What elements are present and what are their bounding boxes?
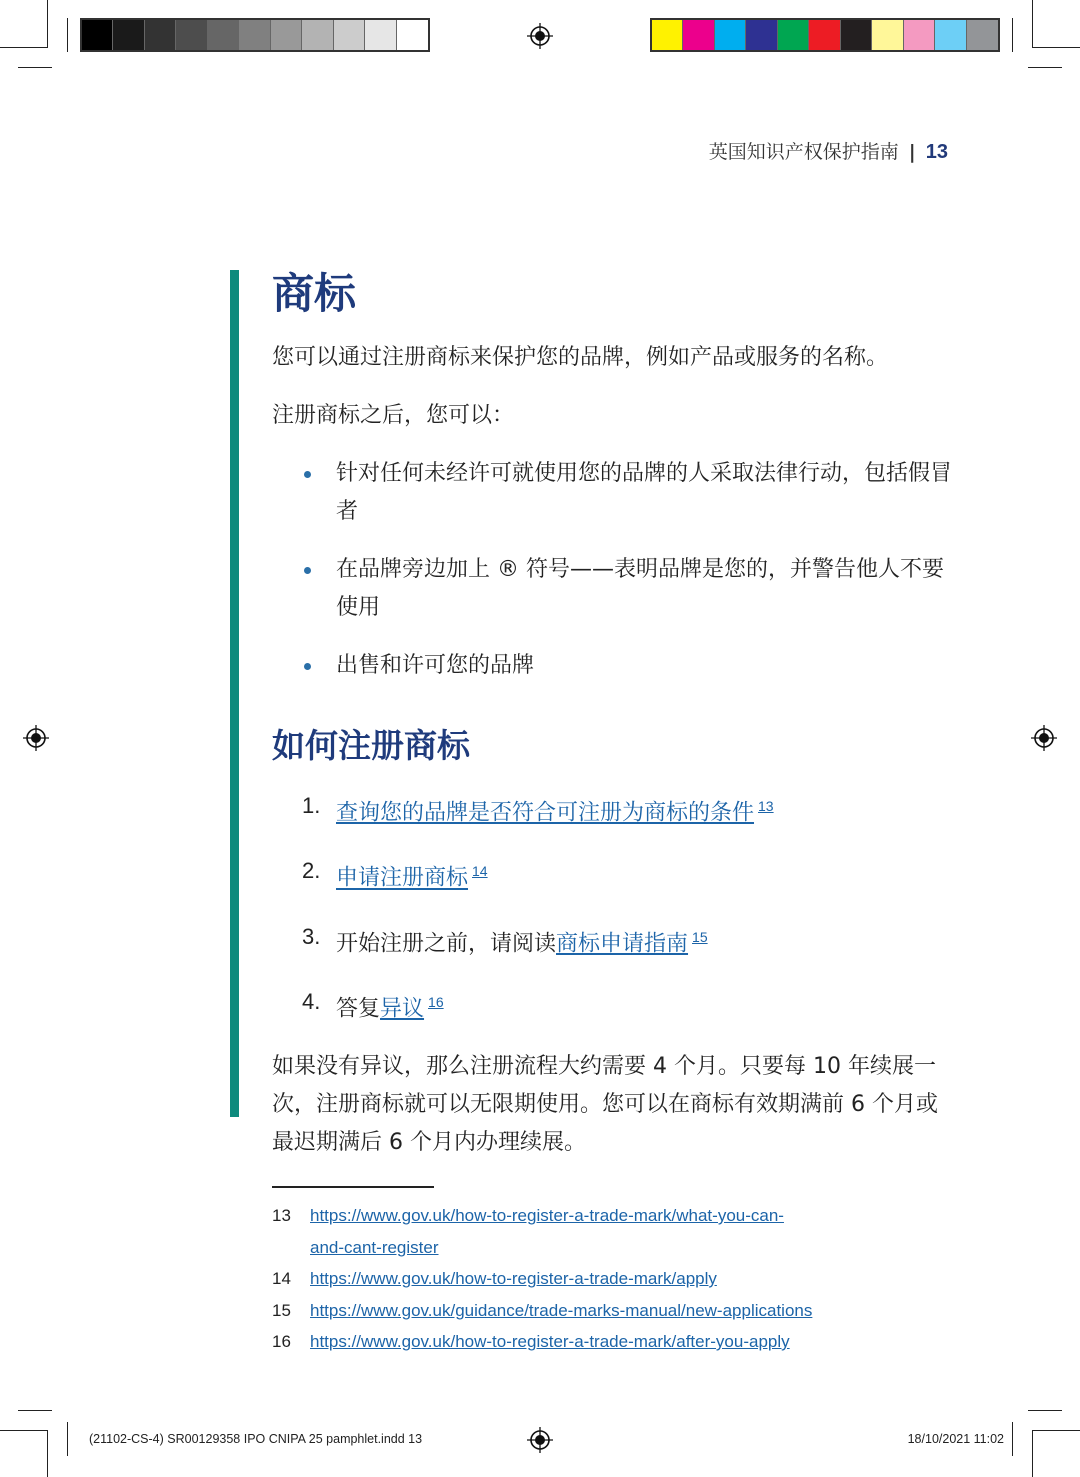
footnote — [272, 1326, 972, 1358]
section-accent-bar — [230, 270, 239, 1117]
color-swatch — [935, 20, 966, 50]
registration-mark-icon — [1031, 725, 1057, 751]
intro-paragraph: 您可以通过注册商标来保护您的品牌，例如产品或服务的名称。 — [272, 345, 889, 370]
header-title: 英国知识产权保护指南 — [708, 141, 899, 163]
crop-mark — [18, 67, 52, 68]
list-item: 在品牌旁边加上 ® 符号——表明品牌是您的，并警告他人不要使用 — [272, 551, 952, 627]
footnote-ref[interactable]: 16 — [428, 993, 444, 1010]
color-swatch — [683, 20, 714, 50]
step-text: 开始注册之前，请阅读 — [336, 930, 557, 956]
step-link[interactable]: 申请注册商标 — [336, 865, 469, 891]
color-swatch — [967, 20, 998, 50]
crop-mark — [1012, 1422, 1013, 1456]
footnote-link[interactable]: https://www.gov.uk/how-to-register-a-trade-mark/apply — [310, 1269, 717, 1288]
list-item: 针对任何未经许可就使用您的品牌的人采取法律行动，包括假冒者 — [272, 455, 952, 531]
footnote — [272, 1295, 972, 1327]
color-swatch — [652, 20, 683, 50]
color-swatch — [872, 20, 903, 50]
header-separator: | — [908, 141, 916, 163]
step-number: 2. — [302, 858, 321, 884]
crop-mark — [1028, 67, 1062, 68]
step-text: 答复 — [336, 996, 381, 1022]
step-number: 4. — [302, 988, 321, 1014]
footnote-link[interactable]: and-cant-register — [310, 1237, 439, 1257]
color-swatch — [841, 20, 872, 50]
crop-mark — [1028, 1410, 1062, 1411]
footnotes — [272, 1200, 972, 1358]
registration-steps — [272, 787, 952, 1028]
step-number: 3. — [302, 923, 321, 949]
section-heading-how-to-register: 如何注册商标 — [272, 726, 470, 765]
registration-mark-icon — [527, 1427, 553, 1453]
footnote-number: 13 — [272, 1206, 291, 1225]
grayscale-color-bar — [80, 18, 430, 52]
color-swatch — [82, 20, 113, 50]
crop-mark — [67, 1422, 68, 1456]
crop-mark — [1032, 1430, 1080, 1431]
list-item: 出售和许可您的品牌 — [272, 647, 952, 685]
color-swatch — [302, 20, 333, 50]
crop-mark — [67, 18, 68, 52]
footnote-ref[interactable]: 15 — [692, 928, 708, 945]
footnote-number: 15 — [272, 1300, 291, 1320]
section-heading-trademark: 商标 — [272, 269, 357, 318]
crop-mark — [47, 1430, 48, 1477]
registration-mark-icon — [23, 725, 49, 751]
color-swatch — [365, 20, 396, 50]
color-swatch — [208, 20, 239, 50]
color-swatch — [778, 20, 809, 50]
print-slug-file: (21102-CS-4) SR00129358 IPO CNIPA 25 pamphlet.indd 13 — [89, 1432, 423, 1446]
footnote — [272, 1263, 972, 1295]
footnote-number: 14 — [272, 1269, 291, 1288]
benefits-list — [272, 455, 952, 685]
crop-mark — [18, 1410, 52, 1411]
lead-paragraph: 注册商标之后，您可以： — [272, 403, 515, 428]
main-content — [272, 262, 952, 1162]
step-number: 1. — [302, 793, 321, 818]
list-item — [272, 787, 952, 832]
step-link[interactable]: 商标申请指南 — [556, 930, 689, 956]
process-color-bar — [650, 18, 1000, 52]
page-number: 13 — [925, 141, 948, 163]
color-swatch — [113, 20, 144, 50]
step-link[interactable]: 异议 — [380, 996, 425, 1022]
closing-paragraph: 如果没有异议，那么注册流程大约需要 4 个月。只要每 10 年续展一次，注册商标就可以无限期使用。您可以在商标有效期满前 6 个月或最迟期满后 6 个月内办理续展。 — [272, 1054, 938, 1156]
color-swatch — [809, 20, 840, 50]
footnote-link[interactable]: https://www.gov.uk/how-to-register-a-trade-mark/after-you-apply — [310, 1332, 790, 1351]
list-item — [272, 983, 952, 1028]
color-swatch — [239, 20, 270, 50]
crop-mark — [1032, 0, 1033, 48]
crop-mark — [1012, 18, 1013, 52]
print-slug-date: 18/10/2021 11:02 — [907, 1432, 1004, 1446]
color-swatch — [397, 20, 428, 50]
footnote-number: 16 — [272, 1332, 291, 1351]
list-item — [272, 918, 952, 963]
color-swatch — [746, 20, 777, 50]
step-link[interactable]: 查询您的品牌是否符合可注册为商标的条件 — [336, 800, 755, 826]
running-header — [709, 137, 948, 164]
crop-mark — [47, 0, 48, 48]
color-swatch — [904, 20, 935, 50]
footnote-ref[interactable]: 13 — [758, 798, 774, 814]
color-swatch — [271, 20, 302, 50]
list-item — [272, 852, 952, 897]
footnote — [272, 1200, 972, 1263]
color-swatch — [715, 20, 746, 50]
crop-mark — [0, 1430, 48, 1431]
footnote-link[interactable]: https://www.gov.uk/guidance/trade-marks-manual/new-applications — [310, 1300, 813, 1320]
footnote-ref[interactable]: 14 — [472, 863, 488, 880]
crop-mark — [1032, 1430, 1033, 1477]
registration-mark-icon — [527, 23, 553, 49]
crop-mark — [0, 47, 48, 48]
footnote-divider — [272, 1186, 434, 1188]
color-swatch — [176, 20, 207, 50]
crop-mark — [1032, 47, 1080, 48]
footnote-link[interactable]: https://www.gov.uk/how-to-register-a-trade-mark/what-you-can- — [310, 1206, 784, 1225]
color-swatch — [334, 20, 365, 50]
color-swatch — [145, 20, 176, 50]
